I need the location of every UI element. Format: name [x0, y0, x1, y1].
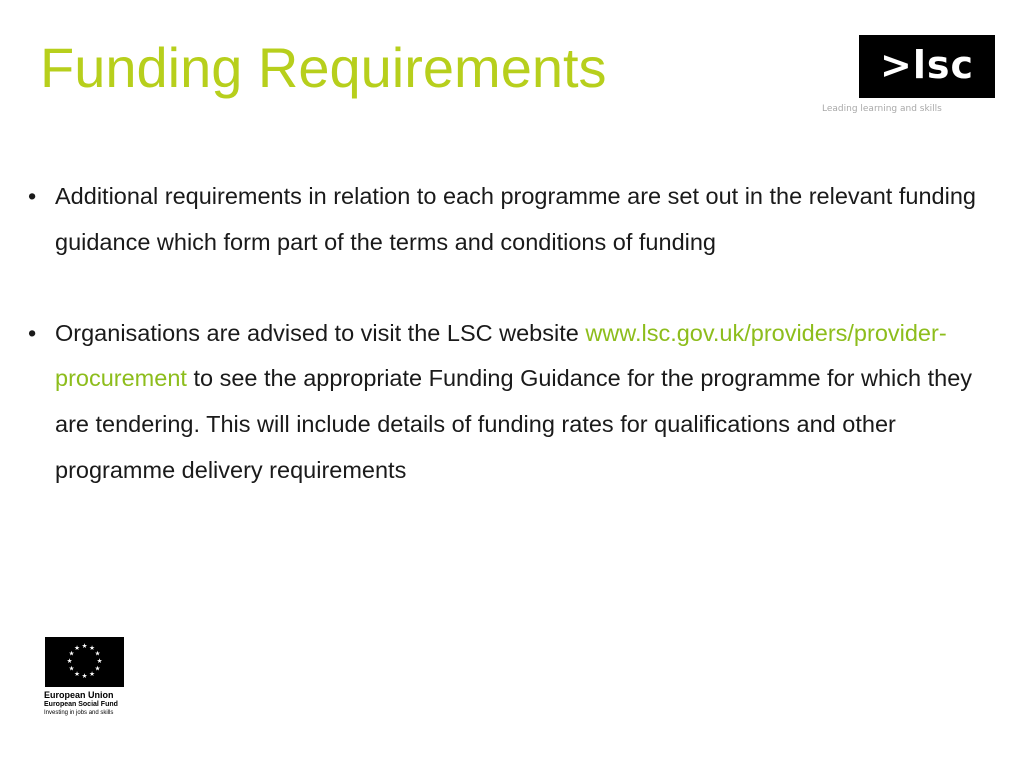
- slide-title: Funding Requirements: [40, 36, 607, 99]
- lsc-logo-text: >lsc: [879, 42, 974, 87]
- lsc-tagline: Leading learning and skills: [822, 104, 942, 114]
- bullet-list: [28, 174, 988, 493]
- eu-star-icon: ★: [94, 664, 101, 673]
- eu-star-icon: ★: [96, 657, 103, 665]
- eu-star-icon: ★: [74, 669, 80, 678]
- bullet-item-funding-guidance: [28, 174, 988, 265]
- eu-line-investing: Investing in jobs and skills: [44, 710, 114, 716]
- bullet-item-lsc-website: [28, 311, 988, 493]
- eu-star-icon: ★: [66, 657, 73, 665]
- eu-line-social-fund: European Social Fund: [44, 701, 118, 708]
- bullet-marker: •: [28, 183, 37, 209]
- eu-caption: [44, 690, 154, 717]
- eu-star-icon: ★: [89, 644, 95, 653]
- eu-star-icon: ★: [94, 649, 101, 658]
- eu-star-icon: ★: [89, 669, 95, 678]
- eu-stars-icon: [45, 637, 124, 687]
- eu-line-european-union: European Union: [44, 690, 114, 700]
- eu-star-icon: ★: [81, 642, 88, 650]
- bullet-text-after: to see the appropriate Funding Guidance for the programme for which they are tendering. This will include details of funding rates for qualifications and other programme delivery requirements: [55, 365, 973, 483]
- eu-star-icon: ★: [81, 672, 88, 680]
- bullet-text: Additional requirements in relation to each programme are set out in the relevant funding guidance which form part of the terms and conditions of funding: [55, 183, 976, 255]
- provider-procurement-link[interactable]: www.lsc.gov.uk/providers/provider-procurement: [55, 319, 947, 392]
- bullet-marker: •: [28, 319, 37, 346]
- eu-star-icon: ★: [74, 644, 80, 653]
- eu-flag-icon: [45, 637, 124, 687]
- lsc-logo-icon: [859, 35, 995, 98]
- bullet-text-before: Organisations are advised to visit the LSC website: [55, 319, 586, 346]
- eu-star-icon: ★: [68, 649, 75, 658]
- eu-star-icon: ★: [68, 664, 75, 673]
